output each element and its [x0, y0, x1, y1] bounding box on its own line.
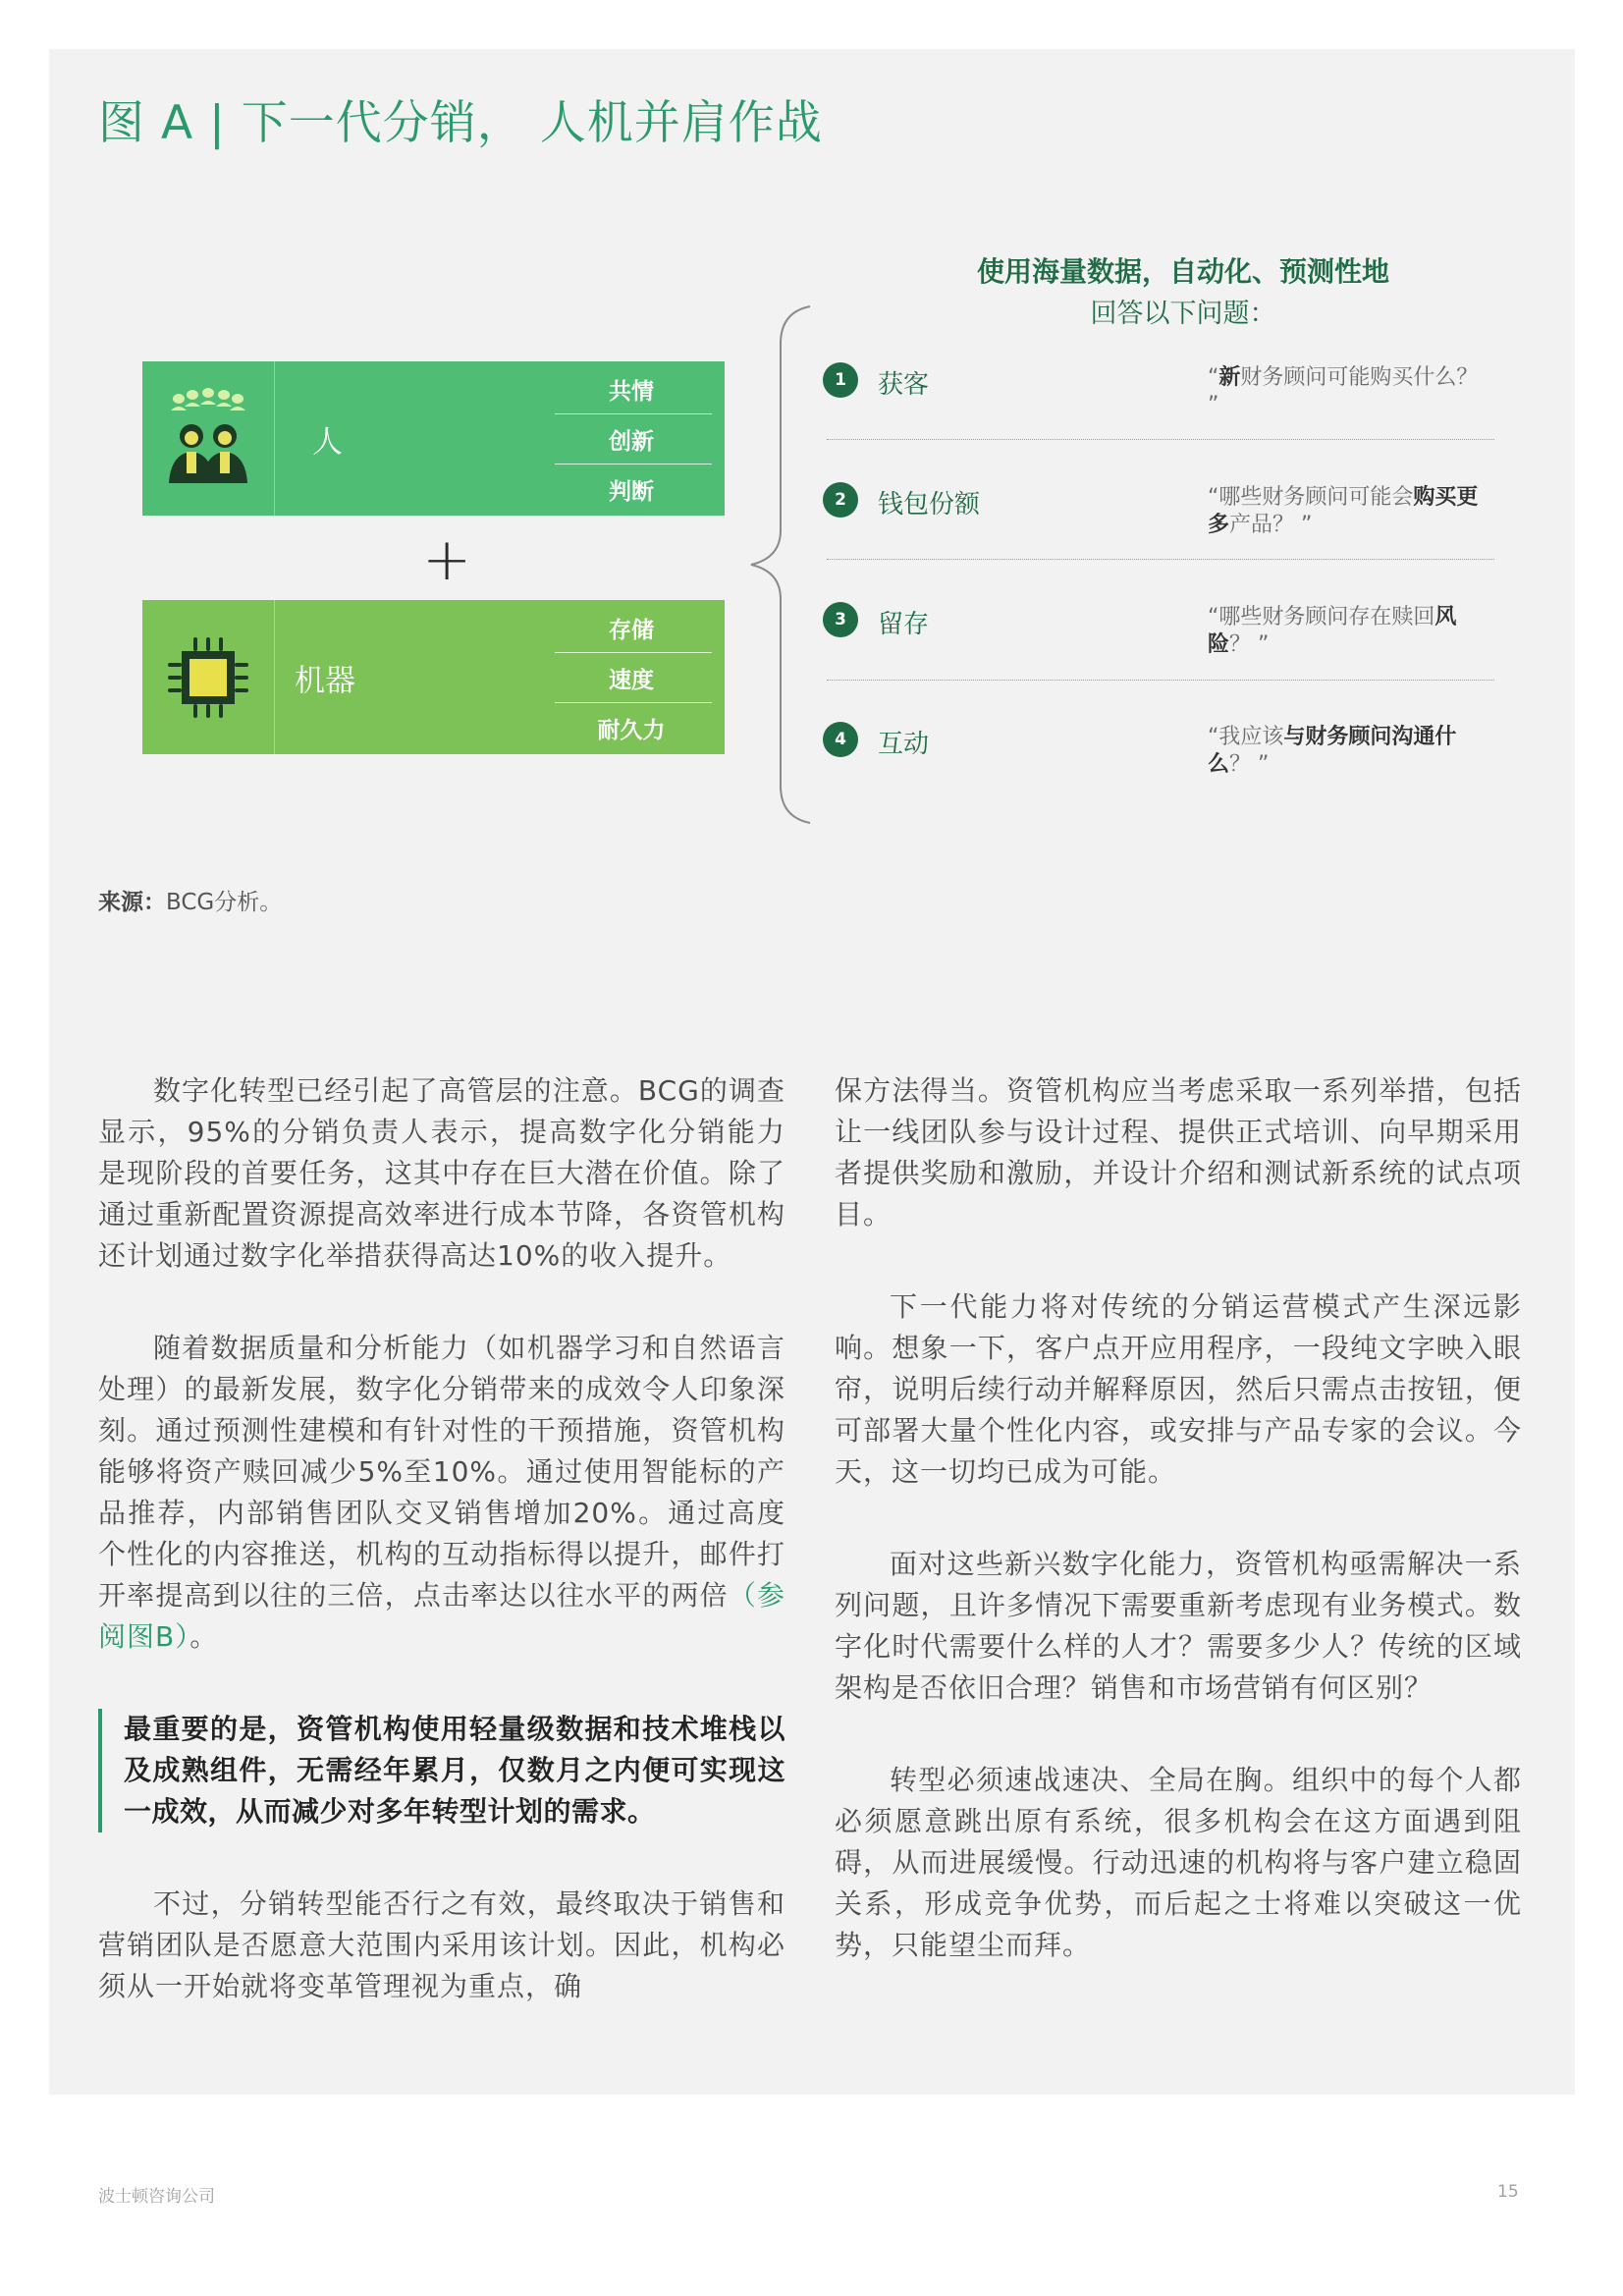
question-row-3 [823, 602, 1500, 690]
human-block [142, 361, 725, 516]
question-row-1 [823, 362, 1500, 451]
left-column [98, 1070, 785, 2058]
question-number: 2 [823, 482, 858, 518]
question-number: 3 [823, 602, 858, 637]
divider [555, 702, 712, 703]
question-title: 留存 [878, 610, 930, 639]
paragraph: 转型必须速战速决、全局在胸。组织中的每个人都必须愿意跳出原有系统，很多机构会在这方面遇到阻碍，从而进展缓慢。行动迅速的机构将与客户建立稳固关系，形成竞争优势，而后起之士将难以突破这一优势，只能望尘而拜。 [835, 1764, 1522, 1961]
question-row-4 [823, 722, 1500, 810]
machine-trait: 耐久力 [597, 718, 666, 743]
chip-icon [142, 600, 275, 754]
question-number: 4 [823, 722, 858, 757]
machine-label: 机器 [295, 663, 355, 698]
paragraph: 随着数据质量和分析能力（如机器学习和自然语言处理）的最新发展，数字化分销带来的成效令人印象深刻。通过预测性建模和有针对性的干预措施，资管机构能够将资产赎回减少5%至10%。通过使用智能标的产品推荐，内部销售团队交叉销售增加20%。通过高度个性化的内容推送，机构的互动指标得以提升，邮件打开率提高到以往的三倍，点击率达以往水平的两倍（参阅图B）。 [98, 1332, 785, 1653]
question-quote: “哪些财务顾问可能会购买更多产品？ ” [1208, 485, 1479, 537]
divider [555, 464, 712, 465]
divider [827, 559, 1494, 560]
divider [827, 680, 1494, 681]
paragraph: 面对这些新兴数字化能力，资管机构亟需解决一系列问题，且许多情况下需要重新考虑现有业务模式。数字化时代需要什么样的人才？需要多少人？传统的区域架构是否依旧合理？销售和市场营销有何区别？ [835, 1548, 1522, 1704]
question-quote: “我应该与财务顾问沟通什么？ ” [1208, 725, 1457, 777]
question-row-2 [823, 482, 1500, 571]
curly-brace [741, 304, 820, 825]
question-heading: 使用海量数据，自动化、预测性地 [976, 255, 1389, 288]
paragraph: 下一代能力将对传统的分销运营模式产生深远影响。想象一下，客户点开应用程序，一段纯文字映入眼帘，说明后续行动并解释原因，然后只需点击按钮，便可部署大量个性化内容，或安排与产品专家的会议。今天，这一切均已成为可能。 [835, 1290, 1522, 1488]
machine-trait: 存储 [609, 618, 654, 643]
divider [555, 413, 712, 414]
figure-title: 图 A | 下一代分销， 人机并肩作战 [98, 96, 823, 150]
human-trait: 共情 [609, 379, 654, 405]
question-number: 1 [823, 362, 858, 398]
figure-source: 来源：BCG分析。 [98, 890, 283, 915]
paragraph: 数字化转型已经引起了高管层的注意。BCG的调查显示，95%的分销负责人表示，提高数字化分销能力是现阶段的首要任务，这其中存在巨大潜在价值。除了通过重新配置资源提高效率进行成本节降，各资管机构还计划通过数字化举措获得高达10%的收入提升。 [98, 1074, 785, 1272]
human-label: 人 [312, 424, 343, 460]
machine-block [142, 600, 725, 754]
human-trait: 创新 [609, 429, 654, 455]
paragraph: 保方法得当。资管机构应当考虑采取一系列举措，包括让一线团队参与设计过程、提供正式培训、向早期采用者提供奖励和激励，并设计介绍和测试新系统的试点项目。 [835, 1074, 1522, 1230]
question-title: 钱包份额 [878, 490, 981, 519]
question-title: 互动 [878, 730, 930, 759]
divider [555, 652, 712, 653]
question-title: 获客 [878, 370, 930, 400]
people-icon [142, 361, 275, 516]
pull-quote: 最重要的是，资管机构使用轻量级数据和技术堆栈以及成熟组件，无需经年累月，仅数月之内便可实现这一成效，从而减少对多年转型计划的需求。 [98, 1709, 785, 1832]
paragraph: 不过，分销转型能否行之有效，最终取决于销售和营销团队是否愿意大范围内采用该计划。因此，机构必须从一开始就将变革管理视为重点，确 [98, 1887, 785, 2002]
machine-trait: 速度 [609, 668, 654, 693]
human-trait: 判断 [609, 479, 654, 505]
figure-reference-link[interactable]: （参阅图B） [98, 1579, 785, 1653]
question-subheading: 回答以下问题： [1090, 299, 1276, 329]
divider [827, 439, 1494, 440]
page-number: 15 [1497, 2182, 1519, 2202]
plus-symbol: + [422, 525, 472, 594]
right-column [835, 1070, 1522, 2017]
question-quote: “哪些财务顾问存在赎回风险？ ” [1208, 605, 1457, 657]
footer-company: 波士顿咨询公司 [98, 2187, 215, 2207]
question-quote: “新财务顾问可能购买什么？ ” [1208, 365, 1479, 417]
